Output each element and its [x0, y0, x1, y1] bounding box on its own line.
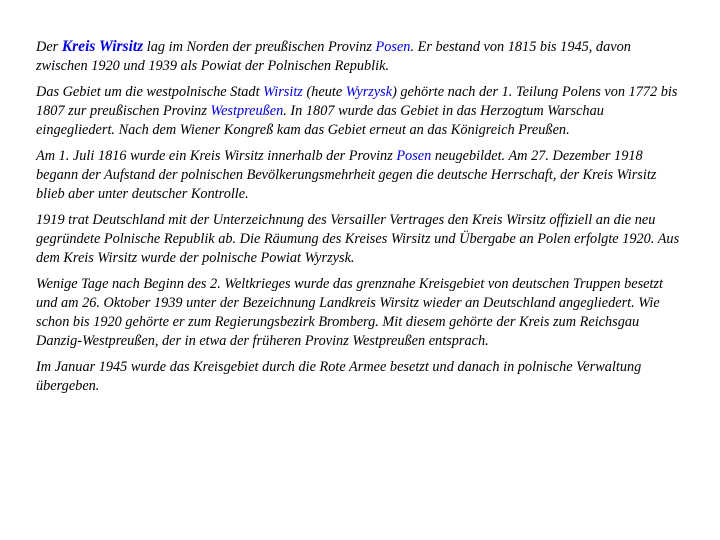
article-body: [36, 37, 686, 403]
paragraph-intro: [36, 37, 686, 76]
link-westpreussen[interactable]: Westpreußen: [210, 103, 284, 119]
link-kreis-wirsitz[interactable]: Kreis Wirsitz: [61, 38, 144, 55]
link-wirsitz[interactable]: Wirsitz: [263, 84, 303, 100]
text-segment: (heute: [302, 84, 346, 100]
text-segment: lag im Norden der preußischen Provinz: [143, 39, 376, 55]
paragraph-1816: [36, 147, 686, 204]
link-posen-2[interactable]: Posen: [396, 148, 432, 164]
text-segment: Das Gebiet um die westpolnische Stadt: [36, 84, 264, 100]
paragraph-1945: Im Januar 1945 wurde das Kreisgebiet durch die Rote Armee besetzt und danach in polnische Verwaltung übergeben.: [36, 359, 642, 394]
text-segment: ) gehörte nach der 1. Teilung Polens von 1772 bis 1807 zur preußischen Provinz: [36, 84, 678, 119]
link-wyrzysk[interactable]: Wyrzysk: [345, 84, 393, 100]
text-segment: neugebildet. Am 27. Dezember 1918 begann der Aufstand der polnischen Bevölkerungsmehrheit gegen die deutsche Herrschaft, der Kreis Wirsitz blieb aber unter deutscher Kontrolle.: [36, 148, 657, 202]
paragraph-1919: 1919 trat Deutschland mit der Unterzeichnung des Versailler Vertrages den Kreis Wirsitz offiziell an die neu gegründete Polnische Republik ab. Die Räumung des Kreises Wirsitz und Übergabe an Polen erfolgte 1920. Aus dem Kreis Wirsitz wurde der polnische Powiat Wyrzysk.: [36, 212, 680, 266]
text-segment: Der: [36, 39, 62, 55]
text-segment: . In 1807 wurde das Gebiet in das Herzogtum Warschau eingegliedert. Nach dem Wiener Kongreß kam das Gebiet erneut an das Königreich Preußen.: [36, 103, 604, 138]
text-segment: . Er bestand von 1815 bis 1945, davon zwischen 1920 und 1939 als Powiat der Polnischen Republik.: [36, 39, 631, 74]
paragraph-history-1772: [36, 83, 686, 140]
text-segment: Am 1. Juli 1816 wurde ein Kreis Wirsitz innerhalb der Provinz: [36, 148, 397, 164]
paragraph-1939: Wenige Tage nach Beginn des 2. Weltkrieges wurde das grenznahe Kreisgebiet von deutschen Truppen besetzt und am 26. Oktober 1939 unter der Bezeichnung Landkreis Wirsitz wieder an Deutschland angegliedert. Wie schon bis 1920 gehörte er zum Regierungsbezirk Bromberg. Mit diesem gehörte der Kreis zum Reichsgau Danzig-Westpreußen, der in etwa der früheren Provinz Westpreußen entsprach.: [36, 276, 663, 349]
link-posen[interactable]: Posen: [375, 39, 411, 55]
